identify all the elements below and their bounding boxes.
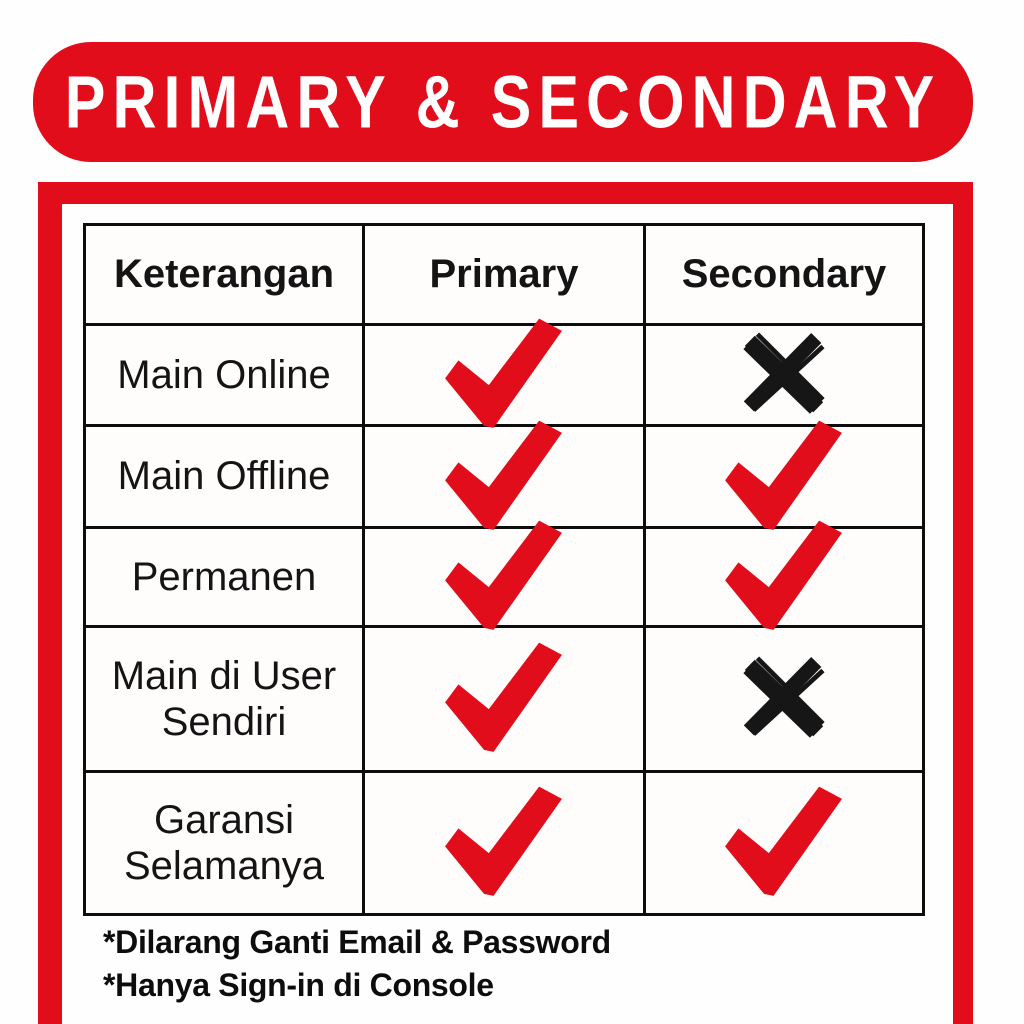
footnotes [103,921,611,1007]
banner [33,42,973,162]
primary-cell [364,325,645,426]
cross-icon [736,326,833,421]
check-icon [441,417,567,531]
row-label: Main Online [85,325,364,426]
check-icon [721,784,847,898]
table-row [85,772,924,915]
check-icon [441,640,567,754]
row-label: Permanen [85,528,364,627]
check-icon [441,518,567,632]
primary-cell [364,627,645,772]
check-icon [441,316,567,430]
footnote-line: *Hanya Sign-in di Console [103,967,494,1003]
secondary-cell [645,528,924,627]
row-label: Main Offline [85,426,364,528]
check-icon [441,784,567,898]
secondary-cell [645,772,924,915]
cross-icon [736,650,833,745]
secondary-cell [645,627,924,772]
header-primary: Primary [364,225,645,325]
check-icon [721,518,847,632]
footnote-line: *Dilarang Ganti Email & Password [103,924,611,960]
table-row [85,528,924,627]
primary-cell [364,772,645,915]
table-row [85,325,924,426]
comparison-table [83,223,925,916]
header-keterangan: Keterangan [85,225,364,325]
primary-cell [364,426,645,528]
table-header-row [85,225,924,325]
header-secondary: Secondary [645,225,924,325]
frame-left-bar [38,182,62,1024]
banner-title: PRIMARY & SECONDARY [64,60,942,144]
table-body [85,325,924,915]
secondary-cell [645,426,924,528]
frame-top-bar [38,182,973,204]
table-row [85,426,924,528]
primary-cell [364,528,645,627]
table-row [85,627,924,772]
frame-right-bar [953,182,973,1024]
check-icon [721,417,847,531]
row-label: Main di User Sendiri [85,627,364,772]
secondary-cell [645,325,924,426]
row-label: Garansi Selamanya [85,772,364,915]
